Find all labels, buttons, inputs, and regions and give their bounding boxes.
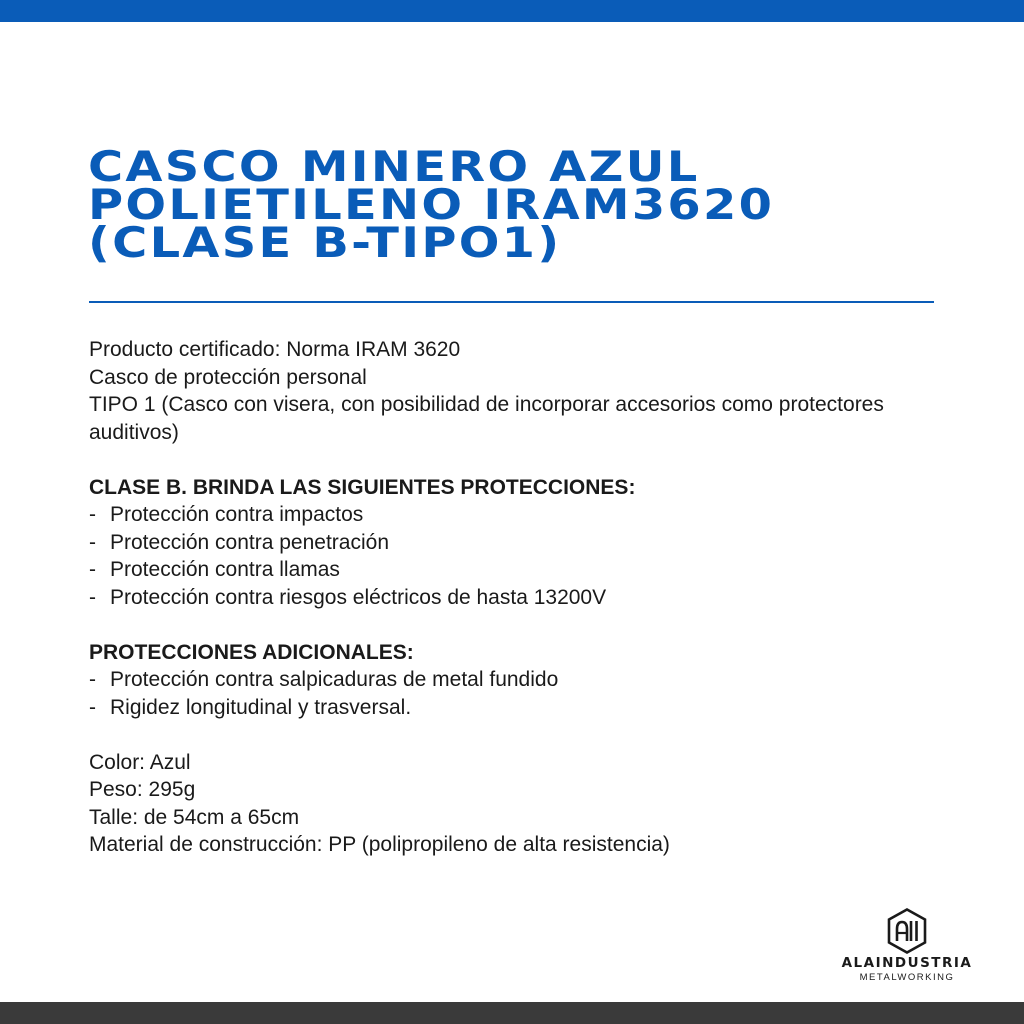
product-description <box>89 336 949 859</box>
protection-type-text: Casco de protección personal <box>89 365 367 389</box>
title-line-1: CASCO MINERO AZUL <box>88 142 700 191</box>
bullet-dash: - <box>89 668 96 691</box>
logo-wordmark: ALAINDUSTRIA <box>841 955 973 971</box>
list-item <box>89 666 949 694</box>
list-item <box>89 529 949 557</box>
spec-color: Color: Azul <box>89 750 191 774</box>
bottom-footer-bar <box>0 1002 1024 1024</box>
spec-material: Material de construcción: PP (polipropileno de alta resistencia) <box>89 833 670 856</box>
list-item <box>89 584 949 612</box>
bullet-dash: - <box>89 695 96 719</box>
company-logo <box>824 908 990 984</box>
adicionales-heading: PROTECCIONES ADICIONALES: <box>89 640 414 664</box>
spec-weight: Peso: 295g <box>89 778 196 801</box>
list-item-text: Protección contra riesgos eléctricos de hasta 13200V <box>110 585 607 609</box>
bullet-dash: - <box>89 530 96 554</box>
certification-text: Producto certificado: Norma IRAM 3620 <box>89 338 461 361</box>
spacer <box>89 611 949 639</box>
clase-b-heading: CLASE B. BRINDA LAS SIGUIENTES PROTECCIONES: <box>89 475 636 499</box>
product-title <box>88 142 1024 267</box>
bullet-dash: - <box>89 503 96 526</box>
title-line-2: POLIETILENO IRAM3620 <box>88 180 775 229</box>
tipo-description: TIPO 1 (Casco con visera, con posibilidad de incorporar accesorios como protectores auditivos) <box>89 393 884 444</box>
list-item <box>89 501 949 529</box>
spacer <box>89 446 949 474</box>
list-item-text: Protección contra penetración <box>110 530 389 554</box>
list-item-text: Protección contra llamas <box>110 558 340 581</box>
top-accent-bar <box>0 0 1024 22</box>
list-item <box>89 694 949 722</box>
bullet-dash: - <box>89 585 96 609</box>
spacer <box>89 721 949 749</box>
title-line-3: (CLASE B-TIPO1) <box>88 218 562 267</box>
list-item-text: Rigidez longitudinal y trasversal. <box>110 695 412 719</box>
bullet-dash: - <box>89 558 96 581</box>
logo-subtitle: METALWORKING <box>859 972 955 983</box>
spec-size: Talle: de 54cm a 65cm <box>89 805 300 829</box>
hexagon-ali-monogram-icon <box>887 908 927 954</box>
list-item-text: Protección contra impactos <box>110 503 364 526</box>
list-item-text: Protección contra salpicaduras de metal fundido <box>110 668 559 691</box>
title-divider <box>89 301 934 303</box>
list-item <box>89 556 949 584</box>
